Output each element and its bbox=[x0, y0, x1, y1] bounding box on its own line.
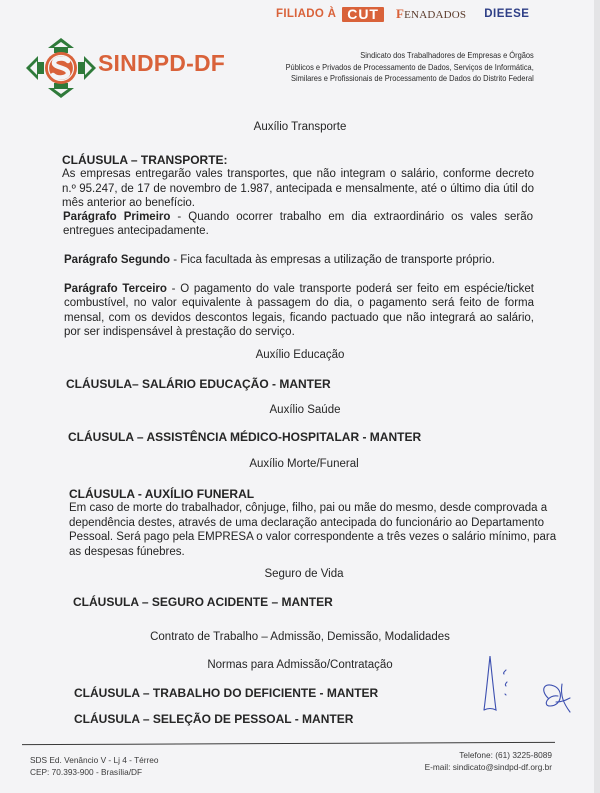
clause-seguro-acidente: CLÁUSULA – SEGURO ACIDENTE – MANTER bbox=[73, 595, 333, 609]
scan-edge bbox=[594, 0, 600, 793]
paragraph-text: - Fica facultada às empresas a utilização de transporte próprio. bbox=[170, 254, 495, 266]
paragraph-label: Parágrafo Primeiro bbox=[63, 211, 171, 223]
address-line: SDS Ed. Venâncio V - Lj 4 - Térreo bbox=[30, 755, 159, 765]
org-line: Sindicato dos Trabalhadores de Empresas e Órgãos bbox=[360, 50, 534, 60]
paragraph-label: Parágrafo Segundo bbox=[64, 254, 171, 266]
clause-trabalho-deficiente: CLÁUSULA – TRABALHO DO DEFICIENTE - MANTER bbox=[74, 686, 379, 700]
clause-text: As empresas entregarão vales transportes, que não integram o salário, conforme decreto n.º 95.247, de 17 de novembro de 1.987, antecipada e mensalmente, até o último dia útil do mês anterior ao benefício. bbox=[62, 168, 534, 210]
brand-name: SINDPD-DF bbox=[98, 50, 226, 76]
section-heading-educacao: Auxílio Educação bbox=[255, 349, 345, 361]
paragraph-segundo bbox=[64, 253, 534, 267]
clause-transporte bbox=[62, 153, 534, 211]
clause-salario-educacao: CLÁUSULA– SALÁRIO EDUCAÇÃO - MANTER bbox=[66, 377, 331, 391]
paragraph-label: Parágrafo Terceiro bbox=[64, 283, 167, 295]
section-heading-transporte: Auxílio Transporte bbox=[253, 121, 347, 133]
dieese-logo: DIEESE bbox=[484, 8, 530, 20]
org-line: Similares e Profissionais de Processamento de Dados do Distrito Federal bbox=[291, 73, 534, 84]
section-heading-saude: Auxílio Saúde bbox=[269, 404, 341, 416]
section-heading-seguro: Seguro de Vida bbox=[264, 568, 344, 580]
fenadados-logo: FENADADOS bbox=[395, 6, 467, 21]
paragraph-primeiro bbox=[63, 210, 533, 239]
section-subheading-admissao: Normas para Admissão/Contratação bbox=[207, 659, 393, 671]
footer-address bbox=[30, 754, 159, 778]
section-heading-funeral: Auxílio Morte/Funeral bbox=[249, 458, 359, 470]
section-heading-contrato: Contrato de Trabalho – Admissão, Demissão, Modalidades bbox=[150, 631, 450, 643]
paragraph-text: - O pagamento do vale transporte poderá ser feito em espécie/ticket combustível, no valor equivalente à passagem do dia, o pagamento será feito de forma mensal, com os devidos descontos legais, ficando pactuado que não integrará ao salário, por ser indispensável à prestação do serviço. bbox=[64, 283, 534, 339]
affiliation-label: FILIADO À bbox=[276, 8, 337, 20]
footer-divider bbox=[22, 742, 555, 745]
sindpd-logo-icon bbox=[24, 36, 98, 100]
org-line: Públicos e Privados de Processamento de Dados, Serviços de Informática, bbox=[285, 61, 534, 72]
clause-selecao-pessoal: CLÁUSULA – SELEÇÃO DE PESSOAL - MANTER bbox=[74, 712, 354, 726]
organization-description bbox=[286, 50, 534, 85]
clause-title: CLÁUSULA - AUXÍLIO FUNERAL bbox=[69, 487, 255, 501]
email-link[interactable]: E-mail: sindicato@sindpd-df.org.br bbox=[424, 762, 552, 772]
cut-logo: CUT bbox=[342, 7, 384, 22]
clause-funeral bbox=[69, 487, 559, 559]
handwritten-initials-icon bbox=[478, 650, 578, 720]
clause-text: Em caso de morte do trabalhador, cônjuge, filho, pai ou mãe do mesmo, desde comprovada a dependência destes, através de uma declaração antecipada do funcionário ao Departamento Pessoal. Será pago pela EMPRESA o valor correspondente a três vezes o salário mínimo, para as despesas fúnebres. bbox=[69, 502, 557, 558]
paragraph-text: - Quando ocorrer trabalho em dia extraordinário os vales serão entregues antecipadamente. bbox=[63, 211, 533, 238]
footer-contact bbox=[425, 749, 552, 773]
clause-assistencia-medica: CLÁUSULA – ASSISTÊNCIA MÉDICO-HOSPITALAR - MANTER bbox=[68, 430, 422, 444]
paragraph-terceiro bbox=[64, 282, 534, 340]
phone-text: Telefone: (61) 3225-8089 bbox=[459, 750, 552, 760]
affiliation-strip bbox=[276, 4, 529, 24]
clause-title: CLÁUSULA – TRANSPORTE: bbox=[62, 153, 228, 167]
address-line: CEP: 70.393-900 - Brasília/DF bbox=[30, 767, 143, 777]
